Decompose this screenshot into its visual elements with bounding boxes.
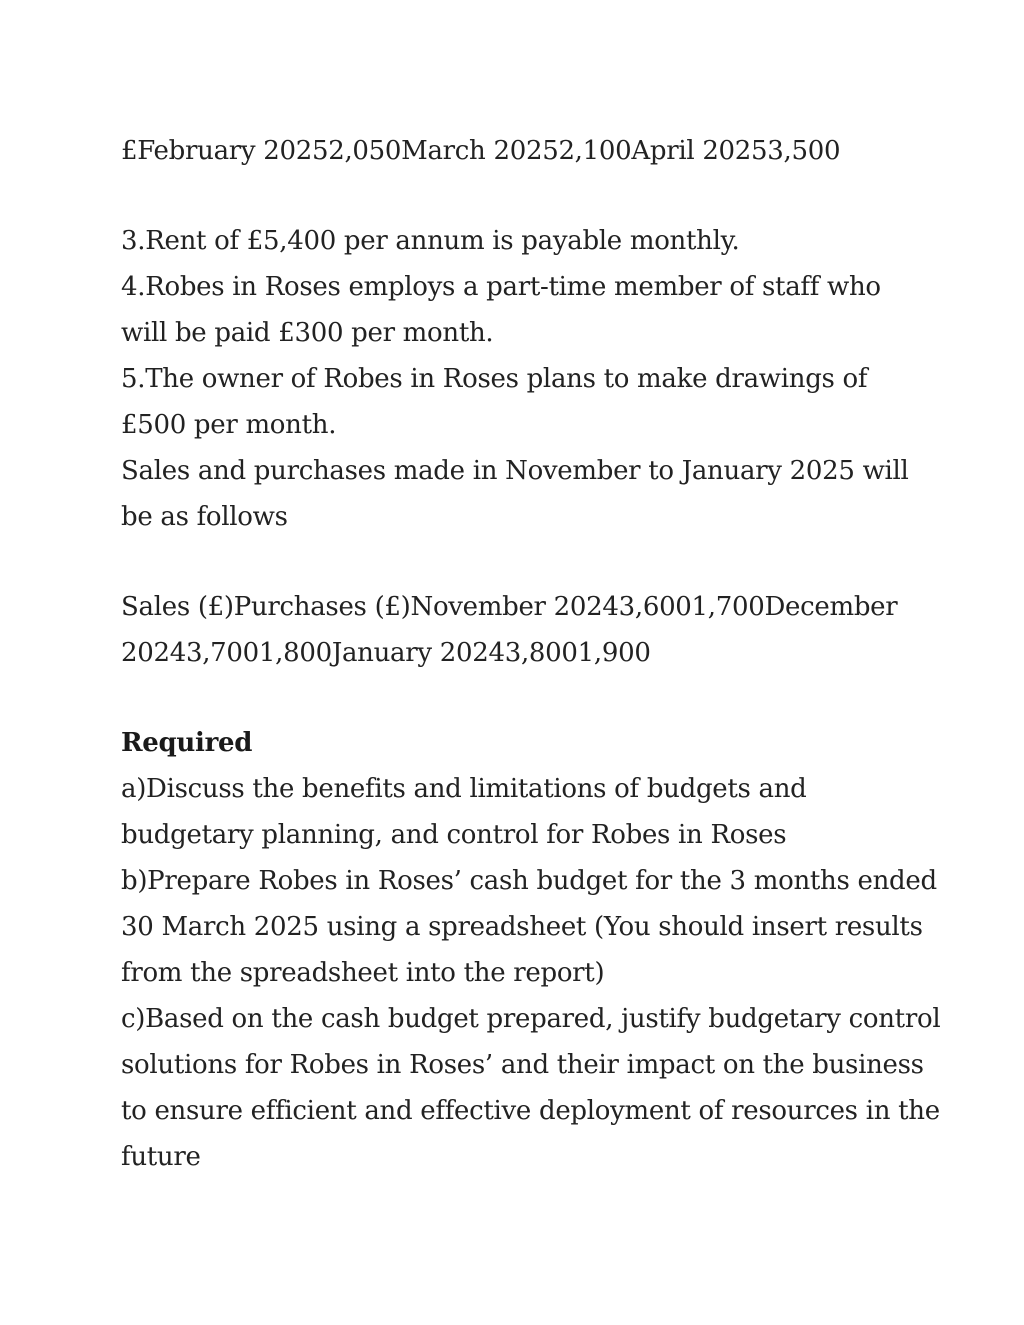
requirement-c-line-3: to ensure efficient and effective deployment of resources in the bbox=[121, 1096, 940, 1126]
sales-intro-line-2: be as follows bbox=[121, 502, 288, 532]
sales-intro-line-1: Sales and purchases made in November to January 2025 will bbox=[121, 456, 909, 486]
requirement-b-line-3: from the spreadsheet into the report) bbox=[121, 958, 605, 988]
sales-table-line-1: Sales (£)Purchases (£)November 20243,6001,700December bbox=[121, 592, 898, 622]
note-drawings-line-1: 5.The owner of Robes in Roses plans to make drawings of bbox=[121, 364, 868, 394]
spacer bbox=[121, 676, 921, 720]
sales-table-line-2: 20243,7001,800January 20243,8001,900 bbox=[121, 638, 651, 668]
notes-list bbox=[121, 218, 921, 540]
required-heading: Required bbox=[121, 728, 253, 758]
spacer bbox=[121, 174, 921, 218]
requirements-list bbox=[121, 766, 941, 1180]
note-drawings-line-2: £500 per month. bbox=[121, 410, 337, 440]
sales-table-text bbox=[121, 584, 921, 676]
requirement-a-line-1: a)Discuss the benefits and limitations of budgets and bbox=[121, 774, 807, 804]
requirement-b-line-1: b)Prepare Robes in Roses’ cash budget for the 3 months ended bbox=[121, 866, 937, 896]
note-staff-line-1: 4.Robes in Roses employs a part-time member of staff who bbox=[121, 272, 881, 302]
document-body bbox=[121, 128, 941, 1180]
requirement-c-line-1: c)Based on the cash budget prepared, justify budgetary control bbox=[121, 1004, 941, 1034]
note-rent: 3.Rent of £5,400 per annum is payable monthly. bbox=[121, 226, 740, 256]
spacer bbox=[121, 540, 921, 584]
requirement-c-line-2: solutions for Robes in Roses’ and their impact on the business bbox=[121, 1050, 924, 1080]
purchases-table-text: £February 20252,050March 20252,100April 20253,500 bbox=[121, 136, 841, 166]
requirement-c-line-4: future bbox=[121, 1142, 201, 1172]
requirement-a-line-2: budgetary planning, and control for Robes in Roses bbox=[121, 820, 787, 850]
note-staff-line-2: will be paid £300 per month. bbox=[121, 318, 494, 348]
requirement-b-line-2: 30 March 2025 using a spreadsheet (You should insert results bbox=[121, 912, 923, 942]
